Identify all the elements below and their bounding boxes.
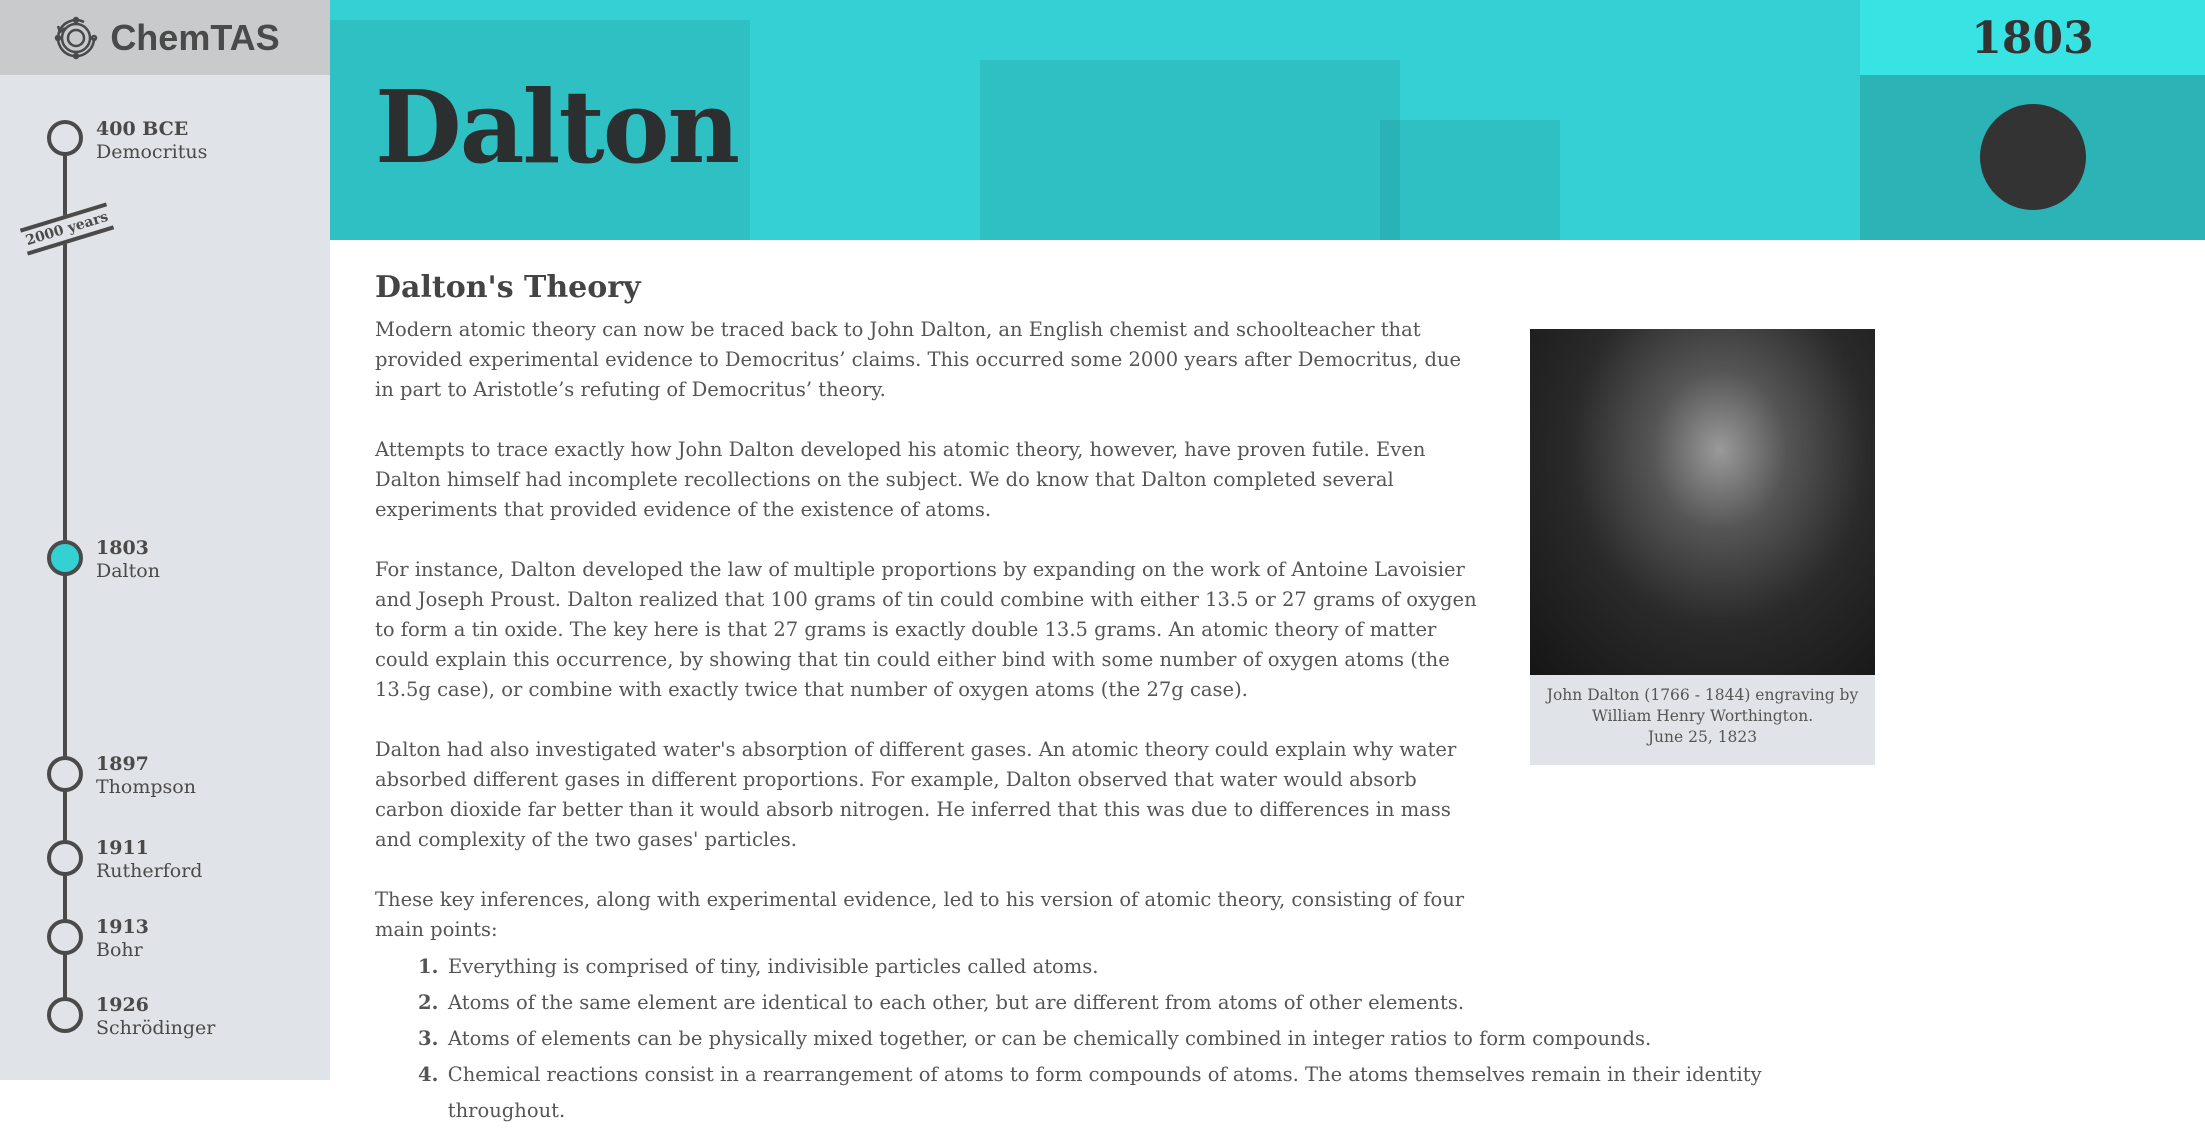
timeline-node-dalton[interactable]	[47, 540, 83, 576]
list-item	[375, 949, 1875, 985]
timeline-item-schrodinger[interactable]	[96, 994, 215, 1040]
timeline-node-democritus[interactable]	[47, 120, 83, 156]
timeline-year: 1803	[96, 537, 149, 559]
paragraph: Attempts to trace exactly how John Dalton developed his atomic theory, however, have proven futile. Even Dalton himself had incomplete recollections on the subject. We do know that Dalton completed several experiments that provided evidence of the existence of atoms.	[375, 438, 1426, 521]
paragraph: For instance, Dalton developed the law of multiple proportions by expanding on the work of Antoine Lavoisier and Joseph Proust. Dalton realized that 100 grams of tin could combine with either 13.5 or 27 grams of oxygen to form a tin oxide. The key here is that 27 grams is exactly double 13.5 grams. An atomic theory of matter could explain this occurrence, by showing that tin could either bind with some number of oxygen atoms (the 13.5g case), or combine with exactly twice that number of oxygen atoms (the 27g case).	[375, 558, 1477, 701]
timeline-year: 1913	[96, 916, 149, 938]
timeline-node-schrodinger[interactable]	[47, 997, 83, 1033]
building-silhouette	[980, 60, 1400, 240]
list-item	[375, 985, 1875, 1021]
list-number: 3.	[418, 1027, 439, 1050]
timeline-name: Rutherford	[96, 860, 203, 882]
list-text: Everything is comprised of tiny, indivisible particles called atoms.	[448, 955, 1099, 978]
page-title: Dalton	[375, 68, 739, 186]
list-item	[375, 1057, 1875, 1129]
timeline-name: Schrödinger	[96, 1017, 216, 1039]
article-heading: Dalton's Theory	[375, 270, 641, 305]
year-label: 1803	[1860, 0, 2205, 75]
paragraph: Modern atomic theory can now be traced back to John Dalton, an English chemist and schoolteacher that provided experimental evidence to Democritus’ claims. This occurred some 2000 years after Democritus, due in part to Aristotle’s refuting of Democritus’ theory.	[375, 318, 1462, 401]
timeline-node-thompson[interactable]	[47, 756, 83, 792]
list-number: 4.	[418, 1063, 439, 1086]
timeline-year: 1897	[96, 753, 149, 775]
list-item	[375, 1021, 1875, 1057]
timeline-item-dalton[interactable]	[96, 537, 160, 583]
caption-line: William Henry Worthington.	[1591, 707, 1814, 725]
building-silhouette	[1380, 120, 1560, 240]
paragraph: These key inferences, along with experimental evidence, led to his version of atomic theory, consisting of four main points:	[375, 888, 1465, 941]
timeline	[0, 75, 330, 1080]
timeline-year: 1911	[96, 837, 149, 859]
list-text: Atoms of elements can be physically mixed together, or can be chemically combined in integer ratios to form compounds.	[448, 1027, 1652, 1050]
timeline-item-rutherford[interactable]	[96, 837, 202, 883]
timeline-line	[63, 138, 67, 1028]
timeline-node-bohr[interactable]	[47, 919, 83, 955]
figure-caption	[1530, 675, 1875, 748]
app-name: ChemTAS	[110, 16, 280, 58]
timeline-node-rutherford[interactable]	[47, 840, 83, 876]
timeline-item-bohr[interactable]	[96, 916, 149, 962]
dalton-portrait-image	[1530, 329, 1875, 675]
timeline-name: Dalton	[96, 560, 160, 582]
theory-points	[375, 949, 1762, 1129]
year-panel	[1860, 0, 2205, 240]
timeline-year: 1926	[96, 994, 149, 1016]
list-text: Atoms of the same element are identical to each other, but are different from atoms of other elements.	[448, 991, 1465, 1014]
timeline-item-thompson[interactable]	[96, 753, 196, 799]
timeline-item-democritus[interactable]	[96, 118, 207, 164]
timeline-gap-label: 2000 years	[20, 202, 114, 255]
timeline-name: Thompson	[96, 776, 196, 798]
timeline-name: Bohr	[96, 939, 143, 961]
list-text: Chemical reactions consist in a rearrangement of atoms to form compounds of atoms. The atoms themselves remain in their identity throughout.	[447, 1063, 1762, 1122]
list-number: 1.	[418, 955, 439, 978]
caption-line: June 25, 1823	[1647, 728, 1758, 746]
paragraph: Dalton had also investigated water's absorption of different gases. An atomic theory could explain why water absorbed different gases in different proportions. For example, Dalton observed that water would absorb carbon dioxide far better than it would absorb nitrogen. He inferred that this was due to differences in mass and complexity of the two gases' particles.	[375, 738, 1457, 851]
timeline-year: 400 BCE	[96, 118, 189, 140]
atom-model-dot	[1980, 104, 2086, 210]
logo[interactable]	[0, 0, 330, 75]
caption-line: John Dalton (1766 - 1844) engraving by	[1546, 686, 1859, 704]
header-banner	[330, 0, 2094, 240]
atom-logo-icon	[50, 12, 102, 64]
list-number: 2.	[418, 991, 439, 1014]
portrait-figure	[1530, 329, 1875, 765]
timeline-name: Democritus	[96, 141, 208, 163]
sidebar	[0, 0, 330, 1080]
